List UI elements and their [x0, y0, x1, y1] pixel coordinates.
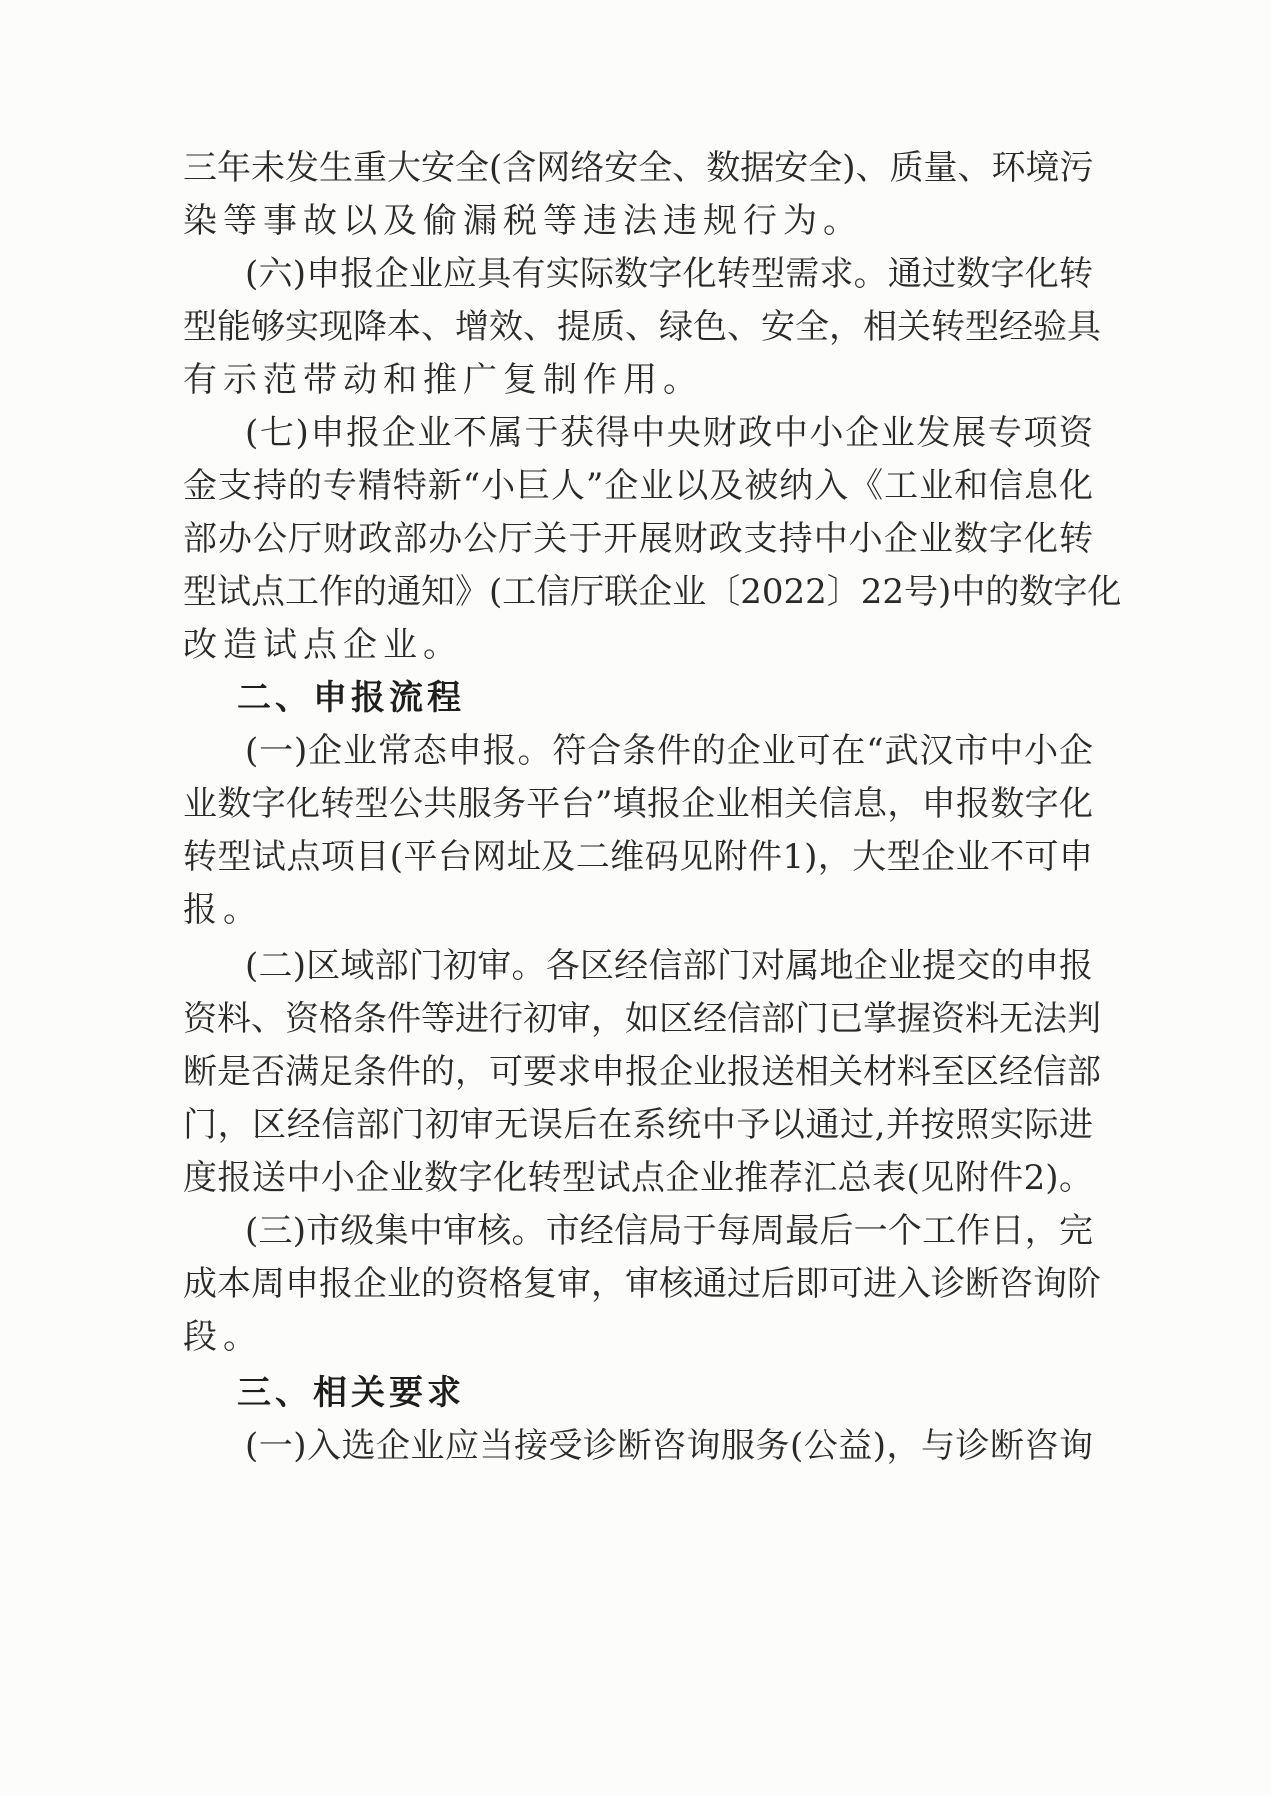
paragraph-line: (二)区域部门初审。各区经信部门对属地企业提交的申报: [245, 946, 1093, 986]
paragraph-line: (三)市级集中审核。市经信局于每周最后一个工作日，完: [245, 1211, 1093, 1251]
paragraph-line: 成本周申报企业的资格复审，审核通过后即可进入诊断咨询阶: [183, 1264, 1101, 1304]
paragraph-line: 转型试点项目(平台网址及二维码见附件1)，大型企业不可申: [183, 837, 1093, 877]
paragraph-line: 度报送中小企业数字化转型试点企业推荐汇总表(见附件2)。: [183, 1158, 1093, 1198]
paragraph-line: 三年未发生重大安全(含网络安全、数据安全)、质量、环境污: [183, 148, 1094, 188]
paragraph-line: 染等事故以及偷漏税等违法违规行为。: [183, 201, 863, 241]
paragraph-line: (一)企业常态申报。符合条件的企业可在“武汉市中小企: [245, 731, 1093, 771]
section-heading: 二、申报流程: [237, 678, 465, 718]
paragraph-line: 改造试点企业。: [183, 625, 463, 665]
paragraph-line: 部办公厅财政部办公厅关于开展财政支持中小企业数字化转: [183, 519, 1093, 559]
paragraph-line: 有示范带动和推广复制作用。: [183, 360, 703, 400]
paragraph-line: (七)申报企业不属于获得中央财政中小企业发展专项资: [245, 413, 1093, 453]
document-body: [183, 0, 1122, 1796]
paragraph-line: 型能够实现降本、增效、提质、绿色、安全，相关转型经验具: [183, 307, 1101, 347]
paragraph-line: 业数字化转型公共服务平台”填报企业相关信息，申报数字化: [183, 784, 1093, 824]
paragraph-line: (一)入选企业应当接受诊断咨询服务(公益)，与诊断咨询: [245, 1426, 1093, 1466]
paragraph-line: 资料、资格条件等进行初审，如区经信部门已掌握资料无法判: [183, 999, 1101, 1039]
paragraph-line: 型试点工作的通知》(工信厅联企业〔2022〕22号)中的数字化: [183, 572, 1122, 612]
paragraph-line: 门，区经信部门初审无误后在系统中予以通过,并按照实际进: [183, 1105, 1093, 1145]
section-heading: 三、相关要求: [237, 1373, 465, 1413]
paragraph-line: (六)申报企业应具有实际数字化转型需求。通过数字化转: [245, 254, 1093, 294]
paragraph-line: 报。: [183, 890, 263, 930]
paragraph-line: 段。: [183, 1317, 263, 1357]
paragraph-line: 金支持的专精特新“小巨人”企业以及被纳入《工业和信息化: [183, 466, 1093, 506]
paragraph-line: 断是否满足条件的，可要求申报企业报送相关材料至区经信部: [183, 1052, 1101, 1092]
